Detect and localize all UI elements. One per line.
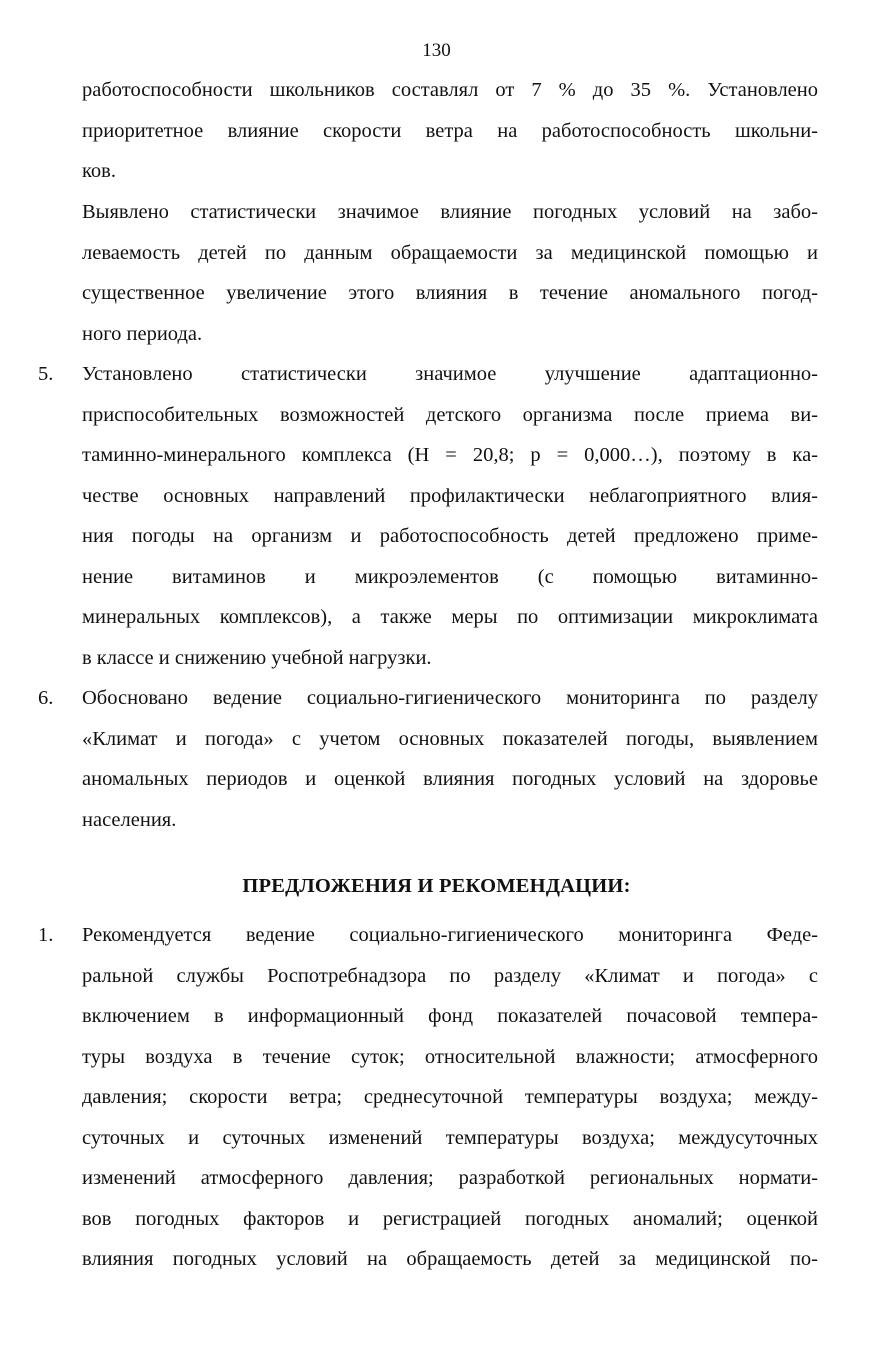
text-line: Выявлено статистически значимое влияние погодных условий на забо- — [82, 201, 818, 223]
text-line: вов погодных факторов и регистрацией погодных аномалий; оценкой — [82, 1207, 818, 1230]
text-line: ральной службы Роспотребнадзора по разделу «Климат и погода» с — [82, 964, 818, 987]
text-line: ния погоды на организм и работоспособность детей предложено приме- — [82, 525, 818, 547]
page-number: 130 — [422, 40, 451, 61]
list-item-number-6: 6. — [38, 687, 54, 709]
list-item-5 — [82, 354, 818, 678]
list-item-6 — [82, 678, 818, 840]
text-line: туры воздуха в течение суток; относительной влажности; атмосферного — [82, 1045, 818, 1068]
text-line: «Климат и погода» с учетом основных показателей погоды, выявлением — [82, 727, 818, 750]
text-line: существенное увеличение этого влияния в течение аномального погод- — [82, 282, 818, 304]
text-line: в классе и снижению учебной нагрузки. — [82, 646, 432, 669]
text-line: честве основных направлений профилактически неблагоприятного влия- — [82, 484, 818, 507]
text-line: ного периода. — [82, 322, 203, 345]
paragraph-morbidity — [82, 192, 818, 354]
section-heading: ПРЕДЛОЖЕНИЯ И РЕКОМЕНДАЦИИ: — [242, 875, 631, 897]
text-line: ков. — [82, 160, 116, 182]
text-line: суточных и суточных изменений температуры воздуха; междусуточных — [82, 1126, 818, 1149]
text-line: влияния погодных условий на обращаемость детей за медицинской по- — [82, 1248, 818, 1270]
text-line: леваемость детей по данным обращаемости за медицинской помощью и — [82, 241, 818, 264]
text-line: таминно-минерального комплекса (Н = 20,8; р = 0,000…), поэтому в ка- — [82, 444, 818, 466]
list-item-number-1: 1. — [38, 924, 54, 946]
paragraph-continuation — [82, 70, 818, 192]
recommendation-item-1 — [82, 915, 818, 1280]
text-line: Установлено статистически значимое улучшение адаптационно- — [82, 363, 818, 385]
text-line: минеральных комплексов), а также меры по оптимизации микроклимата — [82, 606, 818, 628]
list-item-number-5: 5. — [38, 363, 54, 385]
text-line: нение витаминов и микроэлементов (с помощью витаминно- — [82, 565, 818, 588]
text-line: приспособительных возможностей детского организма после приема ви- — [82, 403, 818, 426]
text-line: включением в информационный фонд показателей почасовой темпера- — [82, 1005, 818, 1027]
text-line: Обосновано ведение социально-гигиенического мониторинга по разделу — [82, 687, 818, 709]
text-line: аномальных периодов и оценкой влияния погодных условий на здоровье — [82, 768, 818, 790]
text-line: изменений атмосферного давления; разработкой региональных нормати- — [82, 1167, 818, 1189]
text-line: работоспособности школьников составлял от 7 % до 35 %. Установлено — [82, 79, 818, 101]
text-line: Рекомендуется ведение социально-гигиенического мониторинга Феде- — [82, 924, 818, 946]
text-line: населения. — [82, 808, 177, 831]
text-line: давления; скорости ветра; среднесуточной температуры воздуха; между- — [82, 1086, 818, 1108]
text-line: приоритетное влияние скорости ветра на работоспособность школьни- — [82, 119, 818, 142]
